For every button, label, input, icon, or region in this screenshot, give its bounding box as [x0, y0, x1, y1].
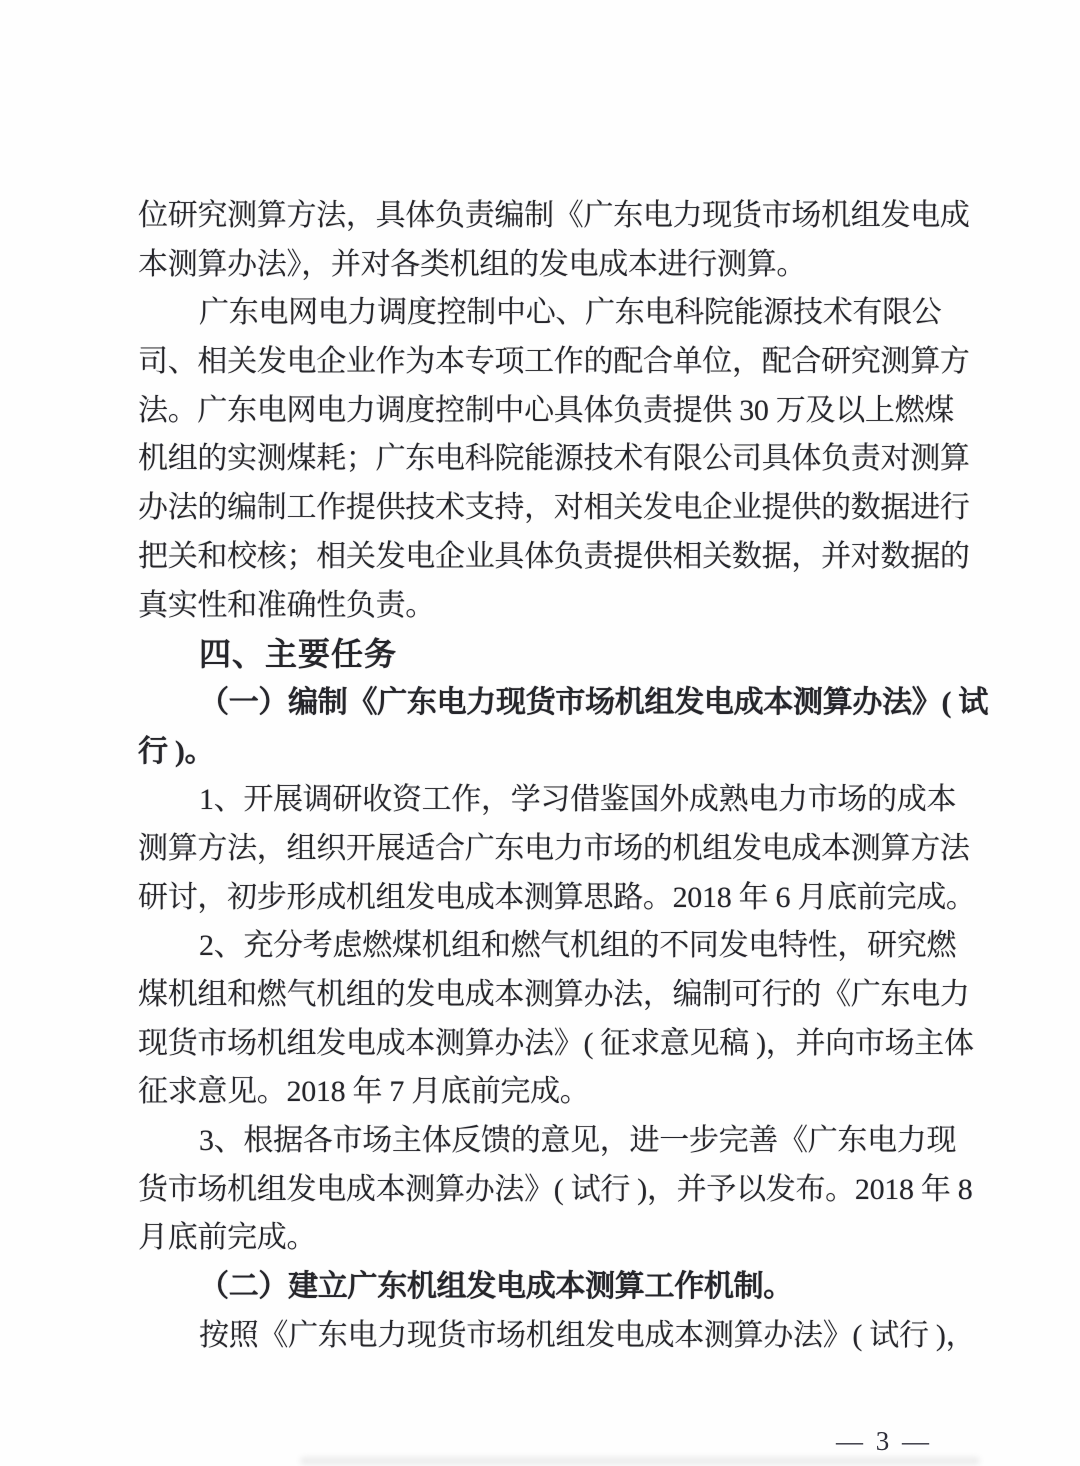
text-line: 广东电网电力调度控制中心、广东电科院能源技术有限公 — [199, 296, 942, 330]
text-line: 月底前完成。 — [138, 1221, 317, 1255]
text-line: 测算方法，组织开展适合广东电力市场的机组发电成本测算方法 — [138, 831, 970, 865]
text-line: 2、充分考虑燃煤机组和燃气机组的不同发电特性，研究燃 — [199, 929, 957, 963]
document-body — [138, 192, 989, 1361]
text-line: 研讨，初步形成机组发电成本测算思路。2018 年 6 月底前完成。 — [138, 880, 976, 914]
page-number: — 3 — — [836, 1426, 932, 1456]
heading-line: 四、主要任务 — [199, 636, 398, 673]
text-line: 位研究测算方法，具体负责编制《广东电力现货市场机组发电成 — [138, 199, 970, 232]
heading-line: （二）建立广东机组发电成本测算工作机制。 — [199, 1270, 793, 1304]
text-line: 按照《广东电力现货市场机组发电成本测算办法》( 试行 )， — [199, 1318, 976, 1352]
text-line: 3、根据各市场主体反馈的意见，进一步完善《广东电力现 — [199, 1124, 957, 1158]
text-line: 机组的实测煤耗；广东电科院能源技术有限公司具体负责对测算 — [138, 442, 970, 476]
text-line: 煤机组和燃气机组的发电成本测算办法，编制可行的《广东电力 — [138, 978, 970, 1011]
scan-artifact — [300, 1457, 980, 1465]
text-line: 把关和校核；相关发电企业具体负责提供相关数据，并对数据的 — [138, 539, 970, 573]
text-line: 办法的编制工作提供技术支持，对相关发电企业提供的数据进行 — [138, 491, 970, 525]
text-line: 真实性和准确性负责。 — [138, 588, 435, 622]
text-line: 本测算办法》，并对各类机组的发电成本进行测算。 — [138, 247, 807, 281]
text-line: 货市场机组发电成本测算办法》( 试行 )，并予以发布。2018 年 8 — [138, 1172, 973, 1206]
text-line: 司、相关发电企业作为本专项工作的配合单位，配合研究测算方 — [138, 345, 970, 379]
text-line: 征求意见。2018 年 7 月底前完成。 — [138, 1075, 590, 1109]
heading-line: 行 )。 — [138, 734, 215, 768]
text-line: 现货市场机组发电成本测算办法》( 征求意见稿 )，并向市场主体 — [138, 1026, 974, 1060]
text-line: 1、开展调研收资工作，学习借鉴国外成熟电力市场的成本 — [199, 783, 957, 817]
text-line: 法。广东电网电力调度控制中心具体负责提供 30 万及以上燃煤 — [138, 393, 954, 427]
heading-line: （一）编制《广东电力现货市场机组发电成本测算办法》( 试 — [199, 685, 989, 719]
